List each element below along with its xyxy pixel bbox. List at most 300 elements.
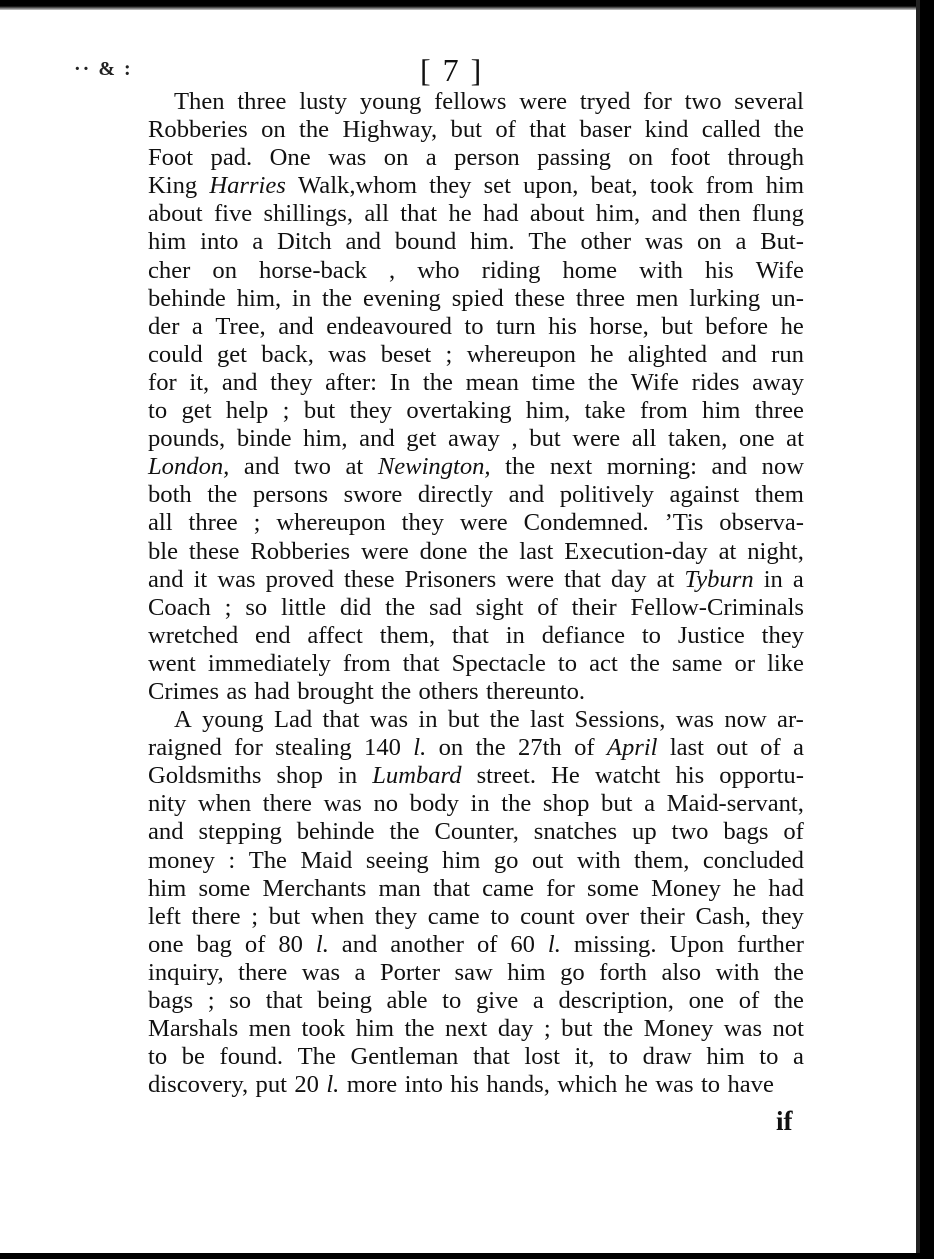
word: immediately <box>207 649 331 677</box>
word: being <box>317 987 372 1014</box>
word: Newington, <box>377 453 491 481</box>
word: Harries <box>209 172 286 200</box>
word: sight <box>475 593 524 621</box>
word: Money <box>643 1015 714 1043</box>
word: took <box>301 1015 346 1043</box>
word: but <box>447 706 480 734</box>
word: Porter <box>379 958 441 986</box>
word: they <box>270 368 313 396</box>
scan-border-bottom <box>0 1253 934 1259</box>
text-line <box>148 678 804 706</box>
text-line <box>148 875 804 903</box>
word: to <box>557 649 578 677</box>
word: in <box>470 790 490 818</box>
word: him, <box>525 397 571 425</box>
word: discovery, <box>148 1071 249 1099</box>
word: on <box>261 116 286 144</box>
word: opportu- <box>719 762 804 790</box>
word: raigned <box>148 734 222 762</box>
word: whereupon <box>276 509 386 537</box>
word: had <box>768 874 804 902</box>
word: whereupon <box>466 340 576 368</box>
word: he <box>732 874 757 902</box>
word: Upon <box>669 930 725 958</box>
word: , <box>511 425 518 453</box>
word: ; <box>207 987 215 1014</box>
text-line <box>148 397 804 425</box>
text-line <box>148 228 804 256</box>
word: go <box>560 958 585 986</box>
word: the <box>385 593 416 621</box>
word: to <box>759 1043 779 1071</box>
text-line <box>148 88 804 116</box>
word: him, <box>595 200 641 228</box>
word: took <box>649 172 694 200</box>
word: from <box>705 172 754 200</box>
word: did <box>339 593 372 621</box>
word: Cash, <box>695 902 751 930</box>
word: came <box>482 874 534 902</box>
word: take <box>584 397 626 425</box>
word: a <box>792 565 804 593</box>
word: was <box>644 228 684 256</box>
word: day <box>497 1015 534 1043</box>
word: there <box>238 958 288 986</box>
word: two <box>294 453 331 481</box>
word: from <box>639 397 688 425</box>
word: no <box>373 790 399 818</box>
word: so <box>229 987 252 1014</box>
word: draw <box>642 1043 692 1071</box>
word: next <box>444 1015 488 1043</box>
word: 140 <box>364 734 401 762</box>
word: of <box>574 734 595 762</box>
word: and <box>148 565 184 593</box>
word: beat, <box>590 172 638 200</box>
word: Condemned. <box>523 509 649 537</box>
word: next <box>549 453 593 481</box>
text-line <box>148 313 804 341</box>
word: He <box>551 762 580 790</box>
word: a <box>793 734 804 762</box>
word: out <box>531 846 564 874</box>
word: description, <box>558 987 674 1014</box>
word: after: <box>325 368 378 396</box>
word: that <box>472 1043 510 1071</box>
word: lusty <box>299 88 348 115</box>
word: bound <box>394 228 457 256</box>
word: all <box>364 200 389 228</box>
word: all <box>631 425 657 453</box>
corner-mark: ·· & : <box>74 58 133 80</box>
word: shop <box>276 762 323 790</box>
word: binde <box>236 425 292 453</box>
word: sad <box>429 593 462 621</box>
word: set <box>483 172 511 200</box>
word: persons <box>252 481 329 509</box>
word: give <box>475 987 519 1014</box>
text-line <box>148 116 804 144</box>
text-line <box>148 622 804 650</box>
word: the <box>299 116 330 144</box>
word: The <box>528 228 567 256</box>
word: to <box>442 987 462 1014</box>
text-line <box>148 1071 804 1099</box>
word: Gentleman <box>350 1043 459 1071</box>
word: of <box>244 930 266 958</box>
word: both <box>148 481 192 509</box>
word: the <box>475 734 506 762</box>
word: was <box>328 340 367 368</box>
word: of <box>760 734 781 762</box>
word: to <box>700 1071 721 1099</box>
word: home <box>562 256 618 284</box>
word: he <box>590 340 614 368</box>
word: for <box>643 88 672 115</box>
word: he <box>624 1071 648 1099</box>
word: him, <box>236 284 282 312</box>
word: his <box>675 762 705 790</box>
text-line <box>148 341 804 369</box>
word: 27th <box>517 734 562 762</box>
text-line <box>148 1043 804 1071</box>
word: politively <box>559 481 654 509</box>
word: Lumbard <box>372 762 462 790</box>
word: Robberies <box>250 537 351 565</box>
word: saw <box>454 958 493 986</box>
text-line <box>148 987 804 1015</box>
word: night, <box>747 537 804 565</box>
word: der <box>148 312 180 340</box>
word: morning: <box>606 453 697 481</box>
word: was <box>301 958 341 986</box>
word: cher <box>148 256 191 284</box>
word: Tyburn <box>684 565 754 593</box>
word: but <box>601 790 633 818</box>
word: kind <box>644 116 689 144</box>
word: was <box>675 706 714 734</box>
word: One <box>269 144 311 172</box>
word: Fellow-Criminals <box>630 593 804 621</box>
word: street. <box>476 762 536 790</box>
scan-border-right <box>920 0 934 1259</box>
word: went <box>148 649 196 677</box>
word: the <box>501 790 532 818</box>
text-line <box>148 790 804 818</box>
word: l. <box>547 930 561 958</box>
word: was <box>655 1071 694 1099</box>
word: was <box>217 565 256 593</box>
word: and <box>278 312 314 340</box>
word: that <box>529 116 567 144</box>
word: lost <box>524 1043 560 1071</box>
word: proved <box>265 565 334 593</box>
word: Money <box>651 874 721 902</box>
word: of <box>537 593 558 621</box>
word: out <box>716 734 748 762</box>
word: directly <box>417 481 494 509</box>
word: upon, <box>523 172 579 200</box>
word: him <box>442 846 481 874</box>
text-line <box>148 257 804 285</box>
word: horse-back <box>259 256 367 284</box>
word: like <box>767 649 804 677</box>
word: them, <box>379 621 436 649</box>
word: that <box>265 987 303 1014</box>
word: defiance <box>541 621 625 649</box>
word: l. <box>326 1071 340 1099</box>
word: the <box>207 481 238 509</box>
word: two <box>684 88 722 115</box>
word: The <box>248 846 287 874</box>
word: count <box>520 902 575 930</box>
text-line <box>148 200 804 228</box>
word: concluded <box>702 846 804 874</box>
word: Sessions, <box>574 706 666 734</box>
word: bag <box>196 930 232 958</box>
word: taken, <box>667 425 728 453</box>
word: one <box>739 425 775 453</box>
word: Marshals <box>148 1015 239 1043</box>
word: his <box>704 256 734 284</box>
text-line <box>148 959 804 987</box>
word: and <box>711 453 748 481</box>
word: the <box>773 987 804 1014</box>
word: back, <box>261 340 314 368</box>
word: called <box>701 116 761 144</box>
word: of <box>495 116 516 144</box>
word: forth <box>599 958 647 986</box>
text-line <box>148 481 804 509</box>
word: which <box>557 1071 618 1099</box>
word: others <box>418 677 479 705</box>
word: with <box>639 256 683 284</box>
word: get <box>216 340 247 368</box>
word: 80 <box>278 930 303 958</box>
text-line <box>148 538 804 566</box>
word: time <box>531 368 576 396</box>
word: these <box>514 284 566 312</box>
word: three <box>754 397 804 425</box>
word: run <box>771 340 804 368</box>
word: of <box>738 987 760 1014</box>
word: nity <box>148 790 187 818</box>
word: person <box>454 144 520 172</box>
word: at <box>786 425 804 453</box>
word: there <box>191 902 241 930</box>
catchword: if <box>776 1106 793 1136</box>
text-line <box>148 847 804 875</box>
word: they <box>401 509 444 537</box>
word: the <box>389 818 420 846</box>
word: evening <box>362 284 441 312</box>
word: Justice <box>677 621 745 649</box>
word: they <box>429 172 472 200</box>
word: their <box>571 593 617 621</box>
word: men <box>248 1015 291 1043</box>
word: to <box>464 312 484 340</box>
text-line <box>148 594 804 622</box>
word: The <box>297 1043 336 1071</box>
word: these <box>188 537 240 565</box>
word: able <box>386 987 428 1014</box>
word: into <box>200 228 239 256</box>
word: Then <box>174 88 225 115</box>
word: a <box>792 1043 804 1071</box>
text-line <box>148 453 804 481</box>
word: Wife <box>755 256 804 284</box>
word: that <box>564 565 601 593</box>
word: the <box>322 284 353 312</box>
word: end <box>255 621 291 649</box>
word: through <box>727 144 804 172</box>
word: April <box>606 734 658 762</box>
word: the <box>505 453 536 481</box>
word: In <box>389 368 411 396</box>
word: alighted <box>627 340 708 368</box>
word: endeavoured <box>326 312 452 340</box>
word: left <box>148 902 181 930</box>
word: swore <box>343 481 403 509</box>
word: put <box>255 1071 287 1099</box>
word: they <box>761 902 804 930</box>
word: with <box>576 846 621 874</box>
word: Execution-day <box>564 537 708 565</box>
word: Robberies <box>148 116 248 144</box>
word: men <box>635 284 679 312</box>
word: Merchants <box>262 874 367 902</box>
word: Crimes <box>148 677 220 705</box>
word: Coach <box>148 593 211 621</box>
word: or <box>734 649 756 677</box>
word: all <box>148 509 173 537</box>
word: other <box>580 228 632 256</box>
word: their <box>639 902 685 930</box>
word: was <box>323 790 362 818</box>
word: him <box>355 1015 394 1043</box>
word: the <box>587 368 619 396</box>
word: Wife <box>630 368 679 396</box>
word: the <box>404 1015 435 1043</box>
word: young <box>202 706 264 734</box>
word: observa- <box>719 509 804 537</box>
word: to <box>608 1043 629 1071</box>
word: lurking <box>689 284 761 312</box>
word: thereunto. <box>485 677 586 705</box>
word: a <box>191 312 203 340</box>
word: to <box>148 397 168 425</box>
word: for <box>546 874 575 902</box>
word: him <box>507 958 546 986</box>
word: ; <box>543 1015 551 1043</box>
word: a <box>354 958 366 986</box>
word: Maid <box>300 846 353 874</box>
word: But- <box>760 228 804 256</box>
word: in <box>292 284 312 312</box>
word: mean <box>465 368 519 396</box>
word: for <box>234 734 263 762</box>
word: foot <box>670 144 711 172</box>
word: were <box>459 509 508 537</box>
word: three <box>575 284 626 312</box>
word: before <box>705 312 769 340</box>
word: three <box>237 88 287 115</box>
word: pounds, <box>148 425 226 453</box>
word: the <box>773 958 804 986</box>
word: little <box>281 593 327 621</box>
word: now <box>724 706 767 734</box>
word: l. <box>315 930 329 958</box>
word: could <box>148 340 203 368</box>
word: wretched <box>148 621 239 649</box>
word: then <box>698 200 741 228</box>
word: day <box>611 565 647 593</box>
word: and <box>345 228 381 256</box>
word: 20 <box>294 1071 319 1099</box>
word: so <box>245 593 268 621</box>
word: there <box>262 790 312 818</box>
word: was <box>723 1015 763 1043</box>
word: get <box>181 397 212 425</box>
word: not <box>772 1015 804 1043</box>
word: were <box>506 565 554 593</box>
word: A <box>174 706 192 734</box>
word: ’Tis <box>664 509 704 537</box>
word: away <box>752 368 804 396</box>
word: ; <box>253 509 261 537</box>
word: as <box>226 677 247 705</box>
text-line <box>148 172 804 200</box>
word: missing. <box>573 930 657 958</box>
word: over <box>585 902 630 930</box>
word: about <box>529 200 585 228</box>
word: beset <box>380 340 432 368</box>
word: horse, <box>589 312 649 340</box>
text-line <box>148 650 804 678</box>
word: Walk,whom <box>298 172 417 200</box>
word: done <box>419 537 468 565</box>
word: from <box>342 649 391 677</box>
word: they <box>349 397 392 425</box>
word: and <box>341 930 378 958</box>
word: turn <box>496 312 536 340</box>
word: his <box>548 312 577 340</box>
text-line <box>148 931 804 959</box>
word: were <box>572 425 621 453</box>
word: further <box>737 930 804 958</box>
word: brought <box>297 677 374 705</box>
word: get <box>406 425 437 453</box>
word: ; <box>282 397 290 425</box>
word: tryed <box>579 88 631 115</box>
word: of <box>783 818 804 846</box>
word: have <box>727 1071 774 1099</box>
word: and <box>721 340 757 368</box>
word: watcht <box>594 762 661 790</box>
paragraph <box>148 88 804 706</box>
word: but <box>268 902 301 930</box>
word: behinde <box>296 818 375 846</box>
word: in <box>338 762 358 790</box>
word: found. <box>219 1043 284 1071</box>
word: also <box>661 958 702 986</box>
word: baser <box>579 116 632 144</box>
text-line <box>148 369 804 397</box>
word: King <box>148 172 198 200</box>
word: shop <box>542 790 590 818</box>
word: a <box>252 228 264 256</box>
word: the <box>773 116 804 144</box>
